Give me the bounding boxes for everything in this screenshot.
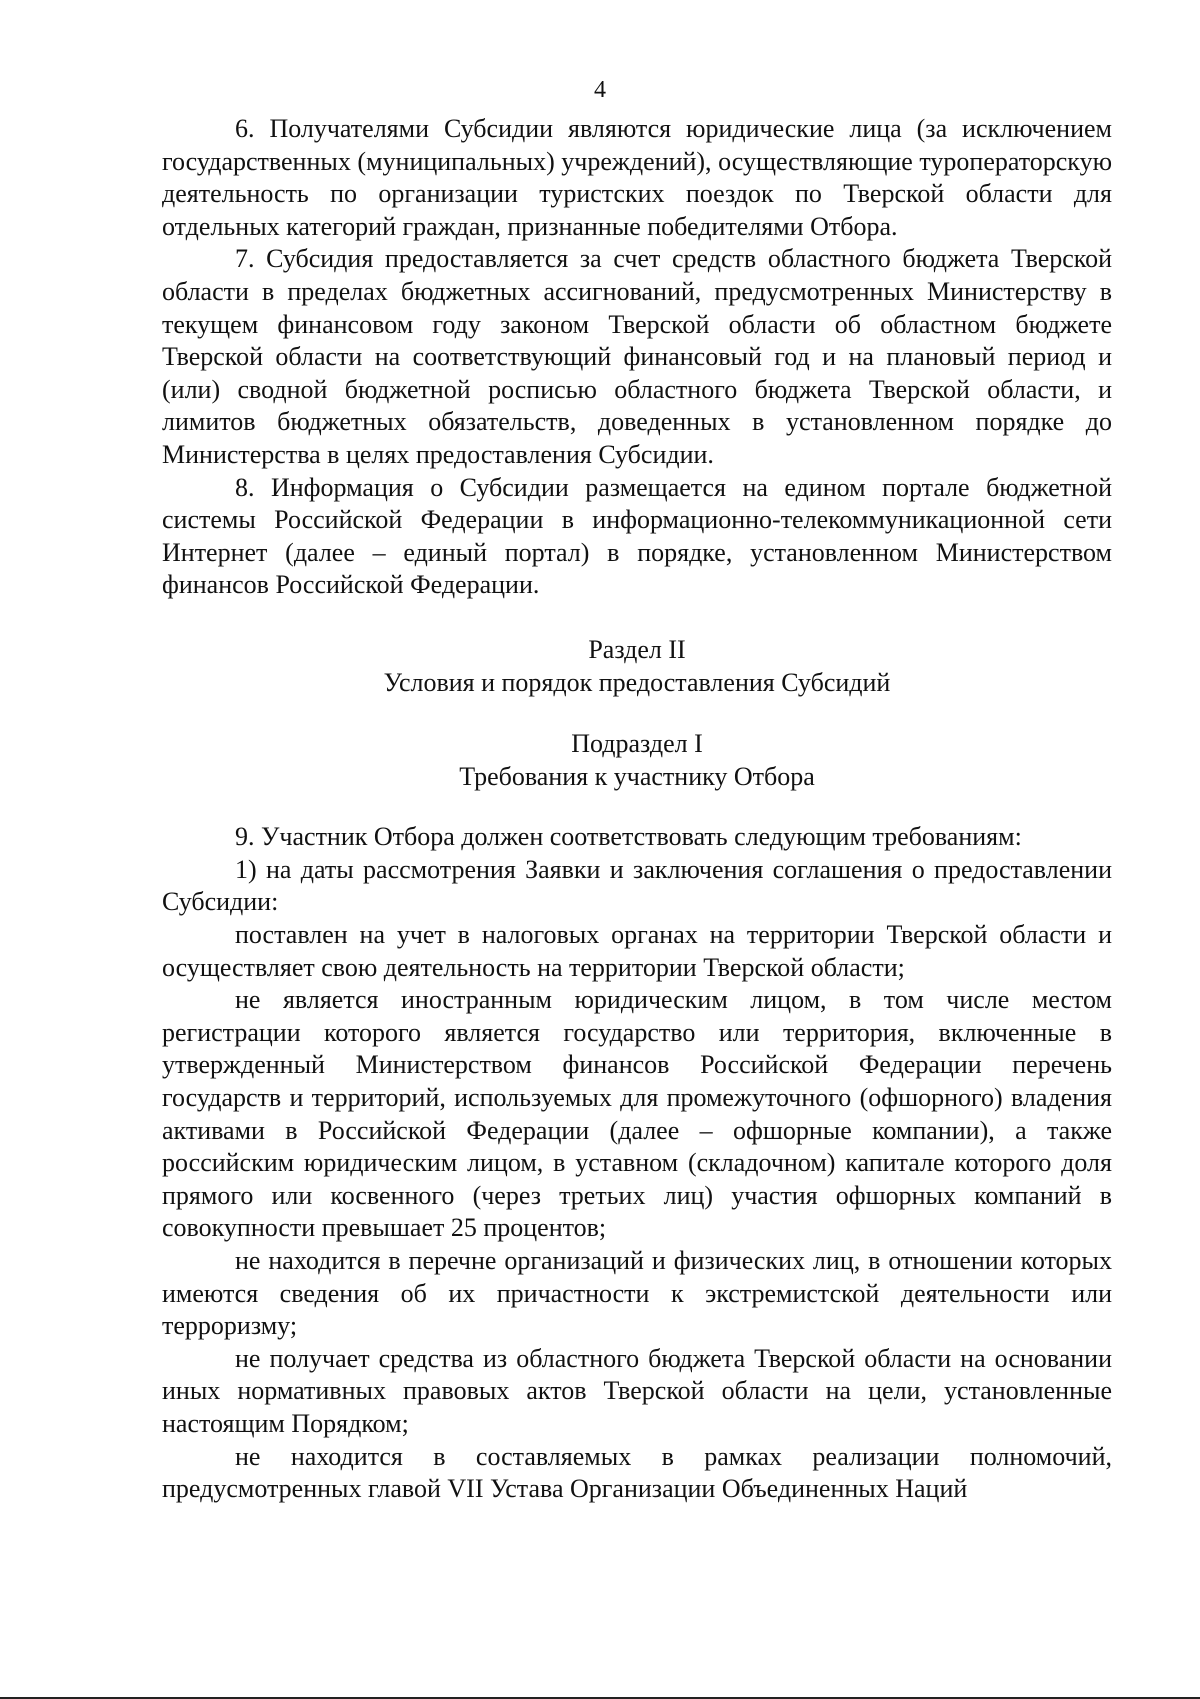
- paragraph-9-item-1: 1) на даты рассмотрения Заявки и заключения соглашения о предоставлении Субсидии:: [162, 854, 1112, 917]
- requirement-not-foreign-entity: не является иностранным юридическим лицом, в том числе местом регистрации которого является государство или территория, включенные в утвержденный Министерством финансов Российской Федерации перечень государств и территорий, используемых для промежуточного (офшорного) владения активами в Российской Федерации (далее – офшорные компании), а также российским юридическим лицом, в уставном (складочном) капитале которого доля прямого или косвенного (через третьих лиц) участия офшорных компаний в совокупности превышает 25 процентов;: [162, 985, 1112, 1243]
- paragraph-8: 8. Информация о Субсидии размещается на едином портале бюджетной системы Российской Федерации в информационно-телекоммуникационной сети Интернет (далее – единый портал) в порядке, установленном Министерством финансов Российской Федерации.: [162, 472, 1112, 600]
- subsection-title: Требования к участнику Отбора: [459, 761, 815, 791]
- page-number: 4: [594, 77, 606, 103]
- requirement-no-other-funds: не получает средства из областного бюджета Тверской области на основании иных нормативных правовых актов Тверской области на цели, установленные настоящим Порядком;: [162, 1343, 1112, 1438]
- paragraph-6: 6. Получателями Субсидии являются юридические лица (за исключением государственных (муниципальных) учреждений), осуществляющие туроператорскую деятельность по организации туристских поездок по Тверской области для отдельных категорий граждан, признанные победителями Отбора.: [162, 114, 1112, 241]
- paragraph-9: 9. Участник Отбора должен соответствовать следующим требованиям:: [235, 822, 1022, 852]
- requirement-tax-registration: поставлен на учет в налоговых органах на территории Тверской области и осуществляет свою деятельность на территории Тверской области;: [162, 920, 1112, 982]
- spacer: [162, 602, 1112, 634]
- spacer: [162, 793, 1112, 821]
- spacer: [162, 699, 1112, 728]
- section-title: Условия и порядок предоставления Субсидий: [383, 667, 891, 697]
- section-label: Раздел II: [588, 634, 686, 664]
- subsection-label: Подраздел I: [571, 729, 703, 759]
- section-heading: [162, 634, 1112, 699]
- subsection-heading: [162, 728, 1112, 793]
- paragraph-7: 7. Субсидия предоставляется за счет средств областного бюджета Тверской области в пределах бюджетных ассигнований, предусмотренных Министерству в текущем финансовом году законом Тверской области об областном бюджете Тверской области на соответствующий финансовый год и на плановый период и (или) сводной бюджетной росписью областного бюджета Тверской области, и лимитов бюджетных обязательств, доведенных в установленном порядке до Министерства в целях предоставления Субсидии.: [162, 244, 1112, 469]
- requirement-not-extremist-list: не находится в перечне организаций и физических лиц, в отношении которых имеются сведения об их причастности к экстремистской деятельности или терроризму;: [162, 1246, 1112, 1341]
- requirement-un-lists: не находится в составляемых в рамках реализации полномочий, предусмотренных главой VII Устава Организации Объединенных Наций: [162, 1441, 1112, 1504]
- document-body: [162, 113, 1112, 1506]
